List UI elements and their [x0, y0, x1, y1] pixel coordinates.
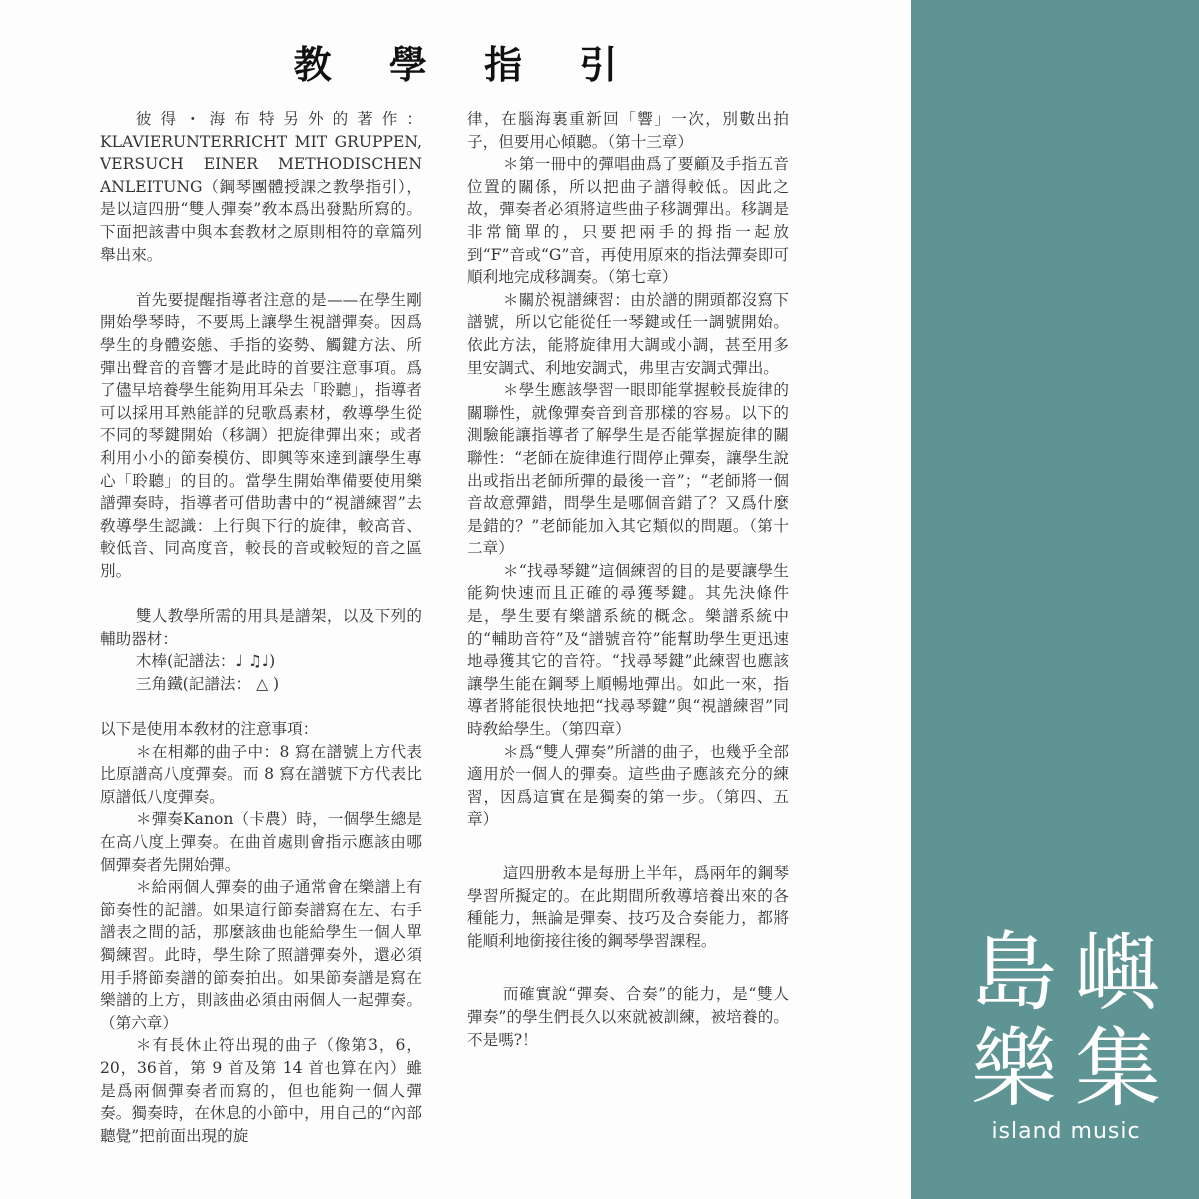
left-column — [100, 108, 422, 1147]
paragraph-intro: 彼得・海布特另外的著作：KLAVIERUNTERRICHT MIT GRUPPEN, VERSUCH EINER METHODISCHEN ANLEITUNG（鋼琴團體授課之教學指引），是以這四册“雙人彈奏”敎本爲出發點所寫的。下面把該書中與本套教材之原則相符的章篇列舉出來。 — [100, 110, 422, 264]
page-title: 教 學 指 引 — [293, 43, 640, 87]
note-melody-relation: ＊學生應該學習一眼即能掌握較長旋律的關聯性，就像彈奏音到音那樣的容易。以下的測驗能讓指導者了解學生是否能掌握旋律的關聯性：“老師在旋律進行間停止彈奏，讓學生說出或指出老師所彈的最後一音”；“老師將一個音故意彈錯，問學生是哪個音錯了？又爲什麼是錯的？”老師能加入其它類似的問題。（第十二章） — [467, 381, 789, 558]
island-music-logo — [971, 925, 1161, 1144]
note-solo: ＊爲“雙人彈奏”所譜的曲子，也幾乎全部適用於一個人的彈奏。這些曲子應該充分的練習，因爲這實在是獨奏的第一步。（第四、五章） — [467, 742, 789, 829]
note-transpose: ＊第一冊中的彈唱曲爲了要顧及手指五音位置的關係，所以把曲子譜得較低。因此之故，彈奏者必須將這些曲子移調彈出。移調是非常簡單的，只要把兩手的拇指一起放到“F”音或“G”音，再使用原來的指法彈奏即可順利地完成移調奏。（第七章） — [467, 155, 789, 287]
note-sight-reading: ＊關於視譜練習：由於譜的開頭都沒寫下譜號，所以它能從任一琴鍵或任一調號開始。依此方法，能將旋律用大調或小調，甚至用多里安調式、利地安調式，弗里吉安調式彈出。 — [467, 290, 789, 377]
note-kanon: ＊彈奏Kanon（卡農）時，一個學生總是在高八度上彈奏。在曲首處則會指示應該由哪個彈奏者先開始彈。 — [100, 810, 422, 874]
paragraph-equipment: 雙人教學所需的用具是譜架，以及下列的輔助器材： — [100, 607, 422, 648]
note-find-keys: ＊“找尋琴鍵”這個練習的目的是要讓學生能夠快速而且正確的尋獲琴鍵。其先決條件是，學生要有樂譜系統的概念。樂譜系統中的“輔助音符”及“譜號音符”能幫助學生更迅速地尋獲其它的音符。“找尋琴鍵”此練習也應該讓學生能在鋼琴上順暢地彈出。如此一來，指導者將能很快地把“找尋琴鍵”與“視譜練習”同時敎給學生。（第四章） — [467, 561, 789, 739]
brand-panel — [911, 0, 1199, 1199]
logo-row-bottom — [971, 1021, 1161, 1117]
equipment-triangle: 三角鐵(記譜法： △ ) — [135, 674, 280, 693]
note-octave: ＊在相鄰的曲子中：8 寫在譜號上方代表比原譜高八度彈奏。而 8 寫在譜號下方代表比原譜低八度彈奏。 — [100, 742, 422, 806]
logo-row-top — [971, 925, 1161, 1021]
logo-char: 島 — [971, 923, 1057, 1023]
equipment-wood-stick: 木棒(記譜法：♩ ♫♩) — [135, 652, 276, 671]
paragraph-four-books: 這四册敎本是每册上半年，爲兩年的鋼琴學習所擬定的。在此期間所敎導培養出來的各種能力，無論是彈奏、技巧及合奏能力，都將能順利地銜接往後的鋼琴學習課程。 — [467, 864, 789, 950]
note-rhythm-notation: ＊給兩個人彈奏的曲子通常會在樂譜上有節奏性的記譜。如果這行節奏譜寫在左、右手譜表之間的話，那麼該曲也能給學生一個人單獨練習。此時，學生除了照譜彈奏外，還必須用手將節奏譜的節奏拍出。如果節奏譜是寫在樂譜的上方，則該曲必須由兩個人一起彈奏。（第六章） — [100, 878, 422, 1032]
paragraph-listening: 首先要提醒指導者注意的是——在學生剛開始學琴時，不要馬上讓學生視譜彈奏。因爲學生的身體姿態、手指的姿勢、觸鍵方法、所彈出聲音的音響才是此時的首要注意事項。爲了儘早培養學生能夠用耳朵去「聆聽」，指導者可以採用耳熟能詳的兒歌爲素材，敎導學生從不同的琴鍵開始（移調）把旋律彈出來；或者利用小小的節奏模仿、即興等來達到讓學生專心「聆聽」的目的。當學生開始準備要使用樂譜彈奏時，指導者可借助書中的“視譜練習”去敎導學生認識：上行與下行的旋律，較高音、較低音、同高度音，較長的音或較短的音之區別。 — [100, 290, 422, 580]
logo-char: 集 — [1075, 1019, 1161, 1119]
note-long-rests-continued: 律，在腦海裏重新回「響」一次，別數出拍子，但要用心傾聽。（第十三章） — [467, 110, 789, 151]
paragraph-closing: 而確實說“彈奏、合奏”的能力，是“雙人彈奏”的學生們長久以來就被訓練，被培養的。不是嗎?！ — [467, 985, 789, 1049]
right-column — [467, 108, 789, 1051]
logo-char: 樂 — [971, 1019, 1057, 1119]
notes-heading: 以下是使用本敎材的注意事項： — [100, 720, 319, 739]
logo-char: 嶼 — [1075, 923, 1161, 1023]
logo-english-text: island music — [991, 1119, 1141, 1144]
note-long-rests: ＊有長休止符出現的曲子（像第3，6，20，36首，第 9 首及第 14 首也算在內）雖是爲兩個彈奏者而寫的，但也能夠一個人彈奏。獨奏時，在休息的小節中，用自己的“內部聽覺”把前面出現的旋 — [100, 1036, 422, 1145]
